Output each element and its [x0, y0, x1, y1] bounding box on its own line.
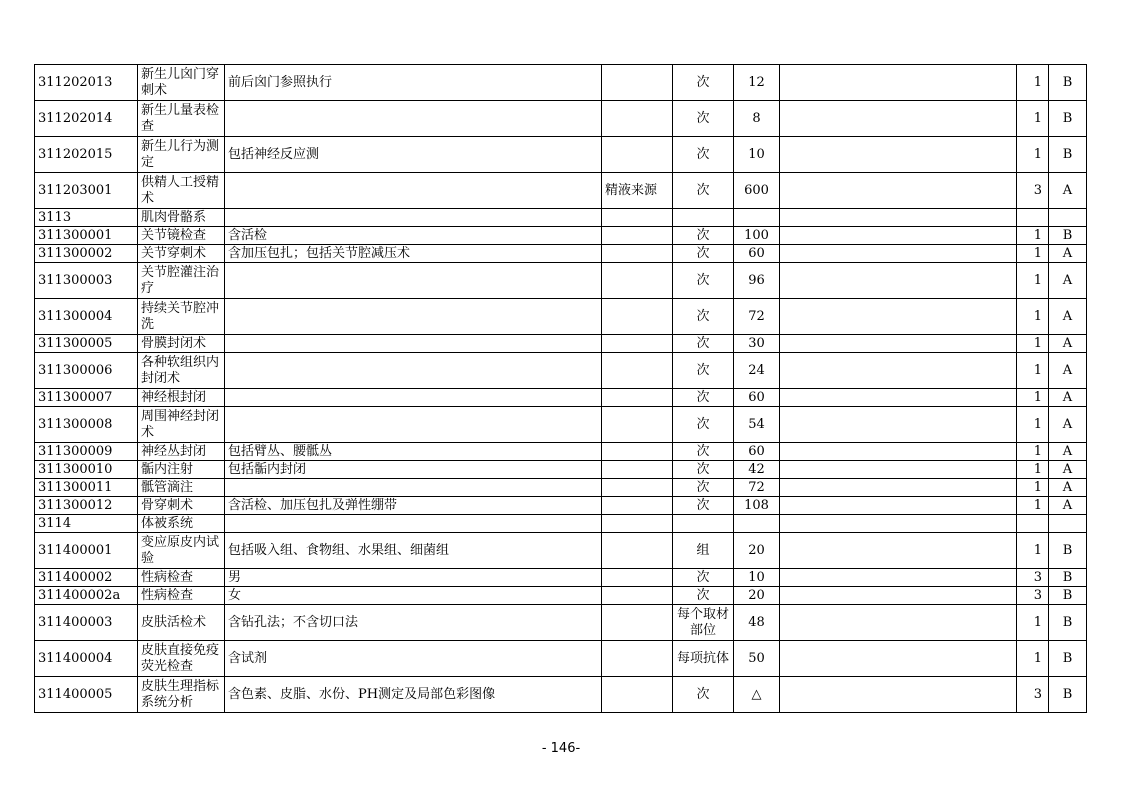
- item-price-cell: 60: [734, 245, 780, 263]
- item-category-cell: 1: [1017, 479, 1049, 497]
- item-content-cell: 含钻孔法；不含切口法: [225, 605, 602, 641]
- item-exclusion-cell: [602, 227, 673, 245]
- item-content-cell: [225, 407, 602, 443]
- item-name-cell: 皮肤活检术: [138, 605, 225, 641]
- item-content-cell: 含加压包扎；包括关节腔减压术: [225, 245, 602, 263]
- item-exclusion-cell: [602, 677, 673, 713]
- item-category-cell: 1: [1017, 461, 1049, 479]
- item-price-cell: 96: [734, 263, 780, 299]
- table-row: [35, 101, 1087, 137]
- item-category-cell: 1: [1017, 353, 1049, 389]
- item-name-cell: 肌肉骨骼系: [138, 209, 225, 227]
- item-exclusion-cell: [602, 101, 673, 137]
- item-name-cell: 神经根封闭: [138, 389, 225, 407]
- item-name-cell: 骨膜封闭术: [138, 335, 225, 353]
- item-class-cell: A: [1049, 389, 1087, 407]
- item-unit-cell: 次: [673, 569, 734, 587]
- item-content-cell: [225, 353, 602, 389]
- item-name-cell: 骺内注射: [138, 461, 225, 479]
- item-code-cell: 311203001: [35, 173, 138, 209]
- item-category-cell: 3: [1017, 569, 1049, 587]
- item-price-cell: 8: [734, 101, 780, 137]
- item-note-cell: [780, 227, 1017, 245]
- item-unit-cell: 次: [673, 353, 734, 389]
- item-exclusion-cell: [602, 569, 673, 587]
- item-name-cell: 关节穿刺术: [138, 245, 225, 263]
- table-row: [35, 353, 1087, 389]
- item-price-cell: 72: [734, 299, 780, 335]
- item-category-cell: 3: [1017, 173, 1049, 209]
- item-note-cell: [780, 389, 1017, 407]
- item-unit-cell: 次: [673, 101, 734, 137]
- item-note-cell: [780, 173, 1017, 209]
- item-category-cell: [1017, 515, 1049, 533]
- item-note-cell: [780, 587, 1017, 605]
- item-content-cell: [225, 173, 602, 209]
- table-row: [35, 497, 1087, 515]
- item-category-cell: 1: [1017, 605, 1049, 641]
- item-note-cell: [780, 461, 1017, 479]
- table-row: [35, 137, 1087, 173]
- item-unit-cell: 次: [673, 677, 734, 713]
- item-exclusion-cell: [602, 389, 673, 407]
- item-code-cell: 311300001: [35, 227, 138, 245]
- item-price-cell: 10: [734, 137, 780, 173]
- item-class-cell: [1049, 209, 1087, 227]
- item-code-cell: 311300010: [35, 461, 138, 479]
- item-note-cell: [780, 533, 1017, 569]
- item-content-cell: [225, 479, 602, 497]
- item-class-cell: B: [1049, 227, 1087, 245]
- table-row: [35, 641, 1087, 677]
- item-code-cell: 311300007: [35, 389, 138, 407]
- item-content-cell: 女: [225, 587, 602, 605]
- item-note-cell: [780, 479, 1017, 497]
- table-row: [35, 587, 1087, 605]
- item-exclusion-cell: [602, 533, 673, 569]
- item-unit-cell: 次: [673, 137, 734, 173]
- item-unit-cell: 每个取材部位: [673, 605, 734, 641]
- item-name-cell: 持续关节腔冲洗: [138, 299, 225, 335]
- item-exclusion-cell: [602, 497, 673, 515]
- table-row: [35, 407, 1087, 443]
- item-note-cell: [780, 245, 1017, 263]
- item-class-cell: B: [1049, 641, 1087, 677]
- item-note-cell: [780, 335, 1017, 353]
- item-note-cell: [780, 605, 1017, 641]
- item-exclusion-cell: [602, 353, 673, 389]
- item-code-cell: 311400002: [35, 569, 138, 587]
- item-category-cell: 1: [1017, 101, 1049, 137]
- table-row: [35, 677, 1087, 713]
- table-row: [35, 227, 1087, 245]
- item-name-cell: 骶管滴注: [138, 479, 225, 497]
- item-unit-cell: 次: [673, 263, 734, 299]
- item-code-cell: 311202013: [35, 65, 138, 101]
- item-unit-cell: 次: [673, 245, 734, 263]
- item-exclusion-cell: [602, 263, 673, 299]
- item-note-cell: [780, 101, 1017, 137]
- item-unit-cell: 次: [673, 587, 734, 605]
- item-category-cell: 1: [1017, 299, 1049, 335]
- item-unit-cell: 次: [673, 65, 734, 101]
- table-row: [35, 533, 1087, 569]
- item-unit-cell: 次: [673, 389, 734, 407]
- table-row: [35, 389, 1087, 407]
- item-price-cell: 60: [734, 389, 780, 407]
- item-exclusion-cell: [602, 587, 673, 605]
- item-price-cell: 100: [734, 227, 780, 245]
- item-exclusion-cell: [602, 407, 673, 443]
- item-exclusion-cell: 精液来源: [602, 173, 673, 209]
- item-code-cell: 311202015: [35, 137, 138, 173]
- item-category-cell: 1: [1017, 443, 1049, 461]
- item-exclusion-cell: [602, 605, 673, 641]
- item-code-cell: 311300008: [35, 407, 138, 443]
- item-price-cell: [734, 515, 780, 533]
- table-row: [35, 173, 1087, 209]
- item-unit-cell: 组: [673, 533, 734, 569]
- item-unit-cell: 次: [673, 407, 734, 443]
- item-content-cell: 男: [225, 569, 602, 587]
- item-name-cell: 皮肤直接免疫荧光检查: [138, 641, 225, 677]
- item-unit-cell: 次: [673, 443, 734, 461]
- item-exclusion-cell: [602, 245, 673, 263]
- item-class-cell: B: [1049, 587, 1087, 605]
- item-exclusion-cell: [602, 299, 673, 335]
- item-unit-cell: [673, 209, 734, 227]
- item-unit-cell: 次: [673, 497, 734, 515]
- item-price-cell: 48: [734, 605, 780, 641]
- item-class-cell: B: [1049, 605, 1087, 641]
- item-exclusion-cell: [602, 479, 673, 497]
- item-content-cell: 包括骺内封闭: [225, 461, 602, 479]
- item-code-cell: 311202014: [35, 101, 138, 137]
- item-exclusion-cell: [602, 335, 673, 353]
- item-content-cell: 包括神经反应测: [225, 137, 602, 173]
- item-content-cell: [225, 299, 602, 335]
- item-exclusion-cell: [602, 461, 673, 479]
- item-class-cell: B: [1049, 677, 1087, 713]
- item-price-cell: 10: [734, 569, 780, 587]
- item-name-cell: 皮肤生理指标系统分析: [138, 677, 225, 713]
- item-content-cell: [225, 209, 602, 227]
- item-class-cell: A: [1049, 299, 1087, 335]
- item-exclusion-cell: [602, 209, 673, 227]
- item-content-cell: 前后囟门参照执行: [225, 65, 602, 101]
- item-price-cell: 600: [734, 173, 780, 209]
- item-code-cell: 311300011: [35, 479, 138, 497]
- item-class-cell: A: [1049, 335, 1087, 353]
- item-price-cell: 50: [734, 641, 780, 677]
- item-category-cell: 3: [1017, 587, 1049, 605]
- item-name-cell: 关节镜检查: [138, 227, 225, 245]
- item-code-cell: 311300012: [35, 497, 138, 515]
- item-category-cell: 1: [1017, 497, 1049, 515]
- item-code-cell: 311400002a: [35, 587, 138, 605]
- item-price-cell: 42: [734, 461, 780, 479]
- item-price-cell: 108: [734, 497, 780, 515]
- item-price-cell: 54: [734, 407, 780, 443]
- item-class-cell: A: [1049, 263, 1087, 299]
- item-category-cell: 1: [1017, 65, 1049, 101]
- item-content-cell: 含活检、加压包扎及弹性绷带: [225, 497, 602, 515]
- item-note-cell: [780, 569, 1017, 587]
- table-row: [35, 479, 1087, 497]
- item-code-cell: 3113: [35, 209, 138, 227]
- item-note-cell: [780, 263, 1017, 299]
- item-exclusion-cell: [602, 65, 673, 101]
- item-content-cell: 含色素、皮脂、水份、PH测定及局部色彩图像: [225, 677, 602, 713]
- item-price-cell: 24: [734, 353, 780, 389]
- item-class-cell: A: [1049, 173, 1087, 209]
- item-category-cell: 1: [1017, 389, 1049, 407]
- item-category-cell: 1: [1017, 263, 1049, 299]
- item-price-cell: 30: [734, 335, 780, 353]
- item-unit-cell: 次: [673, 461, 734, 479]
- item-class-cell: A: [1049, 479, 1087, 497]
- item-class-cell: [1049, 515, 1087, 533]
- item-class-cell: B: [1049, 137, 1087, 173]
- item-note-cell: [780, 497, 1017, 515]
- item-name-cell: 性病检查: [138, 587, 225, 605]
- item-name-cell: 变应原皮内试验: [138, 533, 225, 569]
- table-row: [35, 299, 1087, 335]
- item-code-cell: 311400004: [35, 641, 138, 677]
- item-content-cell: 包括吸入组、食物组、水果组、细菌组: [225, 533, 602, 569]
- table-row: [35, 65, 1087, 101]
- item-content-cell: 含试剂: [225, 641, 602, 677]
- item-note-cell: [780, 353, 1017, 389]
- item-note-cell: [780, 407, 1017, 443]
- item-code-cell: 311300005: [35, 335, 138, 353]
- item-unit-cell: 每项抗体: [673, 641, 734, 677]
- table-row: [35, 263, 1087, 299]
- item-name-cell: 性病检查: [138, 569, 225, 587]
- item-code-cell: 311400001: [35, 533, 138, 569]
- item-code-cell: 311300009: [35, 443, 138, 461]
- item-name-cell: 神经丛封闭: [138, 443, 225, 461]
- item-code-cell: 311300004: [35, 299, 138, 335]
- item-category-cell: [1017, 209, 1049, 227]
- item-exclusion-cell: [602, 641, 673, 677]
- item-category-cell: 3: [1017, 677, 1049, 713]
- item-note-cell: [780, 65, 1017, 101]
- price-table: [34, 64, 1087, 713]
- item-category-cell: 1: [1017, 533, 1049, 569]
- item-unit-cell: 次: [673, 227, 734, 245]
- item-name-cell: 新生儿量表检查: [138, 101, 225, 137]
- item-content-cell: 含活检: [225, 227, 602, 245]
- item-name-cell: 供精人工授精术: [138, 173, 225, 209]
- item-unit-cell: [673, 515, 734, 533]
- item-exclusion-cell: [602, 515, 673, 533]
- item-class-cell: B: [1049, 569, 1087, 587]
- item-price-cell: [734, 209, 780, 227]
- table-row: [35, 245, 1087, 263]
- item-unit-cell: 次: [673, 479, 734, 497]
- item-code-cell: 311300006: [35, 353, 138, 389]
- item-note-cell: [780, 137, 1017, 173]
- item-name-cell: 周围神经封闭术: [138, 407, 225, 443]
- item-category-cell: 1: [1017, 245, 1049, 263]
- item-class-cell: B: [1049, 101, 1087, 137]
- item-name-cell: 骨穿刺术: [138, 497, 225, 515]
- item-price-cell: 20: [734, 533, 780, 569]
- item-unit-cell: 次: [673, 335, 734, 353]
- item-category-cell: 1: [1017, 227, 1049, 245]
- item-category-cell: 1: [1017, 641, 1049, 677]
- item-content-cell: [225, 515, 602, 533]
- item-class-cell: B: [1049, 65, 1087, 101]
- item-category-cell: 1: [1017, 407, 1049, 443]
- item-class-cell: A: [1049, 443, 1087, 461]
- item-code-cell: 311400003: [35, 605, 138, 641]
- item-exclusion-cell: [602, 443, 673, 461]
- item-name-cell: 各种软组织内封闭术: [138, 353, 225, 389]
- item-class-cell: A: [1049, 245, 1087, 263]
- item-class-cell: B: [1049, 533, 1087, 569]
- item-unit-cell: 次: [673, 173, 734, 209]
- item-note-cell: [780, 443, 1017, 461]
- item-name-cell: 关节腔灌注治疗: [138, 263, 225, 299]
- item-price-cell: 12: [734, 65, 780, 101]
- item-class-cell: A: [1049, 407, 1087, 443]
- table-row: [35, 515, 1087, 533]
- item-price-cell: △: [734, 677, 780, 713]
- table-row: [35, 443, 1087, 461]
- item-price-cell: 20: [734, 587, 780, 605]
- item-category-cell: 1: [1017, 137, 1049, 173]
- item-code-cell: 311300002: [35, 245, 138, 263]
- item-note-cell: [780, 209, 1017, 227]
- item-code-cell: 311300003: [35, 263, 138, 299]
- item-class-cell: A: [1049, 461, 1087, 479]
- table-row: [35, 335, 1087, 353]
- table-row: [35, 461, 1087, 479]
- item-name-cell: 体被系统: [138, 515, 225, 533]
- item-content-cell: [225, 389, 602, 407]
- item-note-cell: [780, 677, 1017, 713]
- item-code-cell: 3114: [35, 515, 138, 533]
- item-price-cell: 72: [734, 479, 780, 497]
- item-class-cell: A: [1049, 353, 1087, 389]
- item-note-cell: [780, 515, 1017, 533]
- item-price-cell: 60: [734, 443, 780, 461]
- item-content-cell: 包括臂丛、腰骶丛: [225, 443, 602, 461]
- item-name-cell: 新生儿囟门穿刺术: [138, 65, 225, 101]
- table-row: [35, 569, 1087, 587]
- item-content-cell: [225, 101, 602, 137]
- item-note-cell: [780, 641, 1017, 677]
- item-name-cell: 新生儿行为测定: [138, 137, 225, 173]
- table-row: [35, 605, 1087, 641]
- table-row: [35, 209, 1087, 227]
- item-category-cell: 1: [1017, 335, 1049, 353]
- item-content-cell: [225, 263, 602, 299]
- item-unit-cell: 次: [673, 299, 734, 335]
- page-number: - 146-: [541, 741, 581, 756]
- item-content-cell: [225, 335, 602, 353]
- item-code-cell: 311400005: [35, 677, 138, 713]
- item-note-cell: [780, 299, 1017, 335]
- item-exclusion-cell: [602, 137, 673, 173]
- item-class-cell: A: [1049, 497, 1087, 515]
